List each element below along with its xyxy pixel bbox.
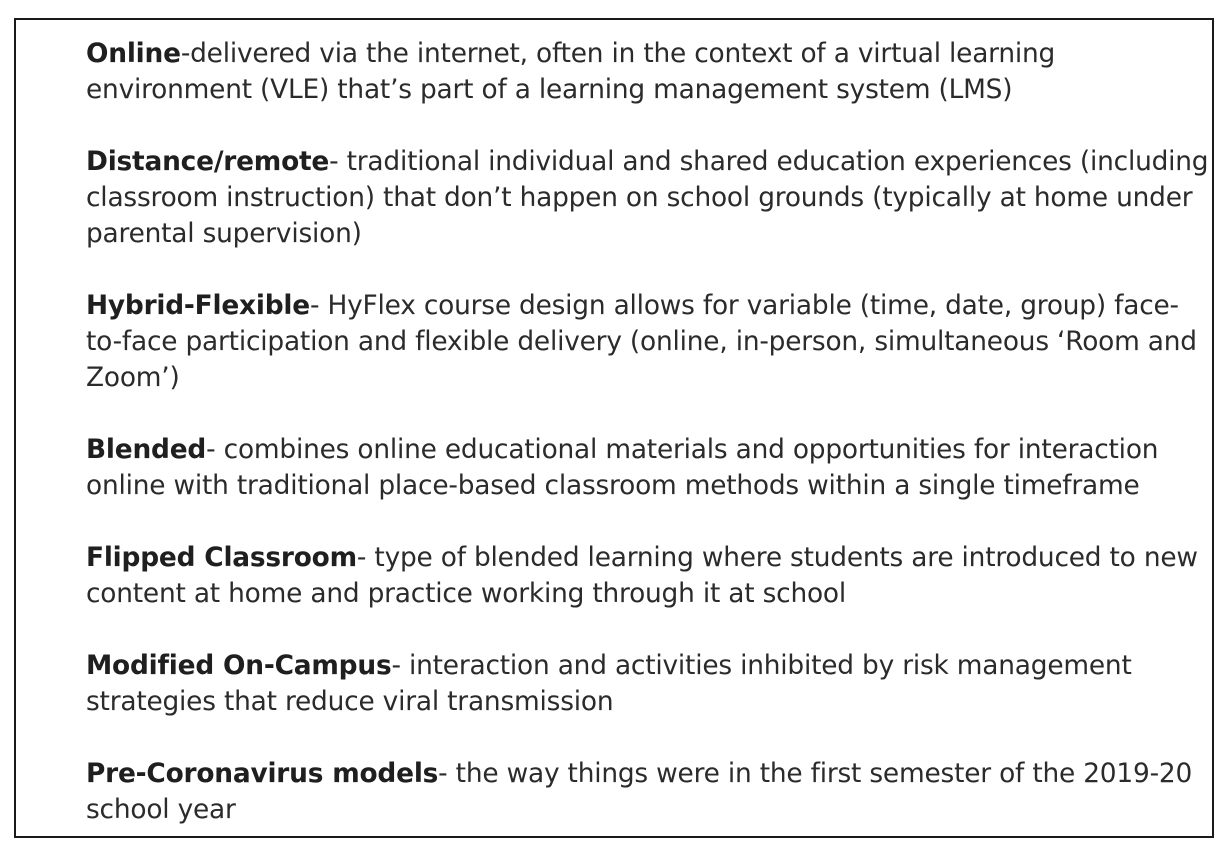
definition-term: Flipped Classroom bbox=[86, 542, 357, 573]
definition-description: - interaction and activities inhibited by risk management strategies that reduce viral transmission bbox=[86, 650, 1132, 717]
definition-description: - traditional individual and shared education experiences (including classroom instruction) that don’t happen on school grounds (typically at home under parental supervision) bbox=[86, 146, 1209, 249]
definition-description: -delivered via the internet, often in the context of a virtual learning environment (VLE) that’s part of a learning management system (LMS) bbox=[86, 38, 1056, 105]
definition-blended bbox=[86, 432, 1212, 504]
definition-modified-on-campus bbox=[86, 648, 1212, 720]
definition-pre-coronavirus-models bbox=[86, 756, 1212, 828]
definition-description: - HyFlex course design allows for variable (time, date, group) face-to-face participation and flexible delivery (online, in-person, simultaneous ‘Room and Zoom’) bbox=[86, 290, 1197, 393]
definition-term: Pre-Coronavirus models bbox=[86, 758, 439, 789]
definition-term: Blended bbox=[86, 434, 207, 465]
definition-description: - combines online educational materials and opportunities for interaction online with traditional place-based classroom methods within a single timeframe bbox=[86, 434, 1159, 501]
definition-description: - the way things were in the first semester of the 2019-20 school year bbox=[86, 758, 1193, 825]
definition-term: Hybrid-Flexible bbox=[86, 290, 310, 321]
definition-hybrid-flexible bbox=[86, 288, 1212, 396]
definitions-box bbox=[14, 18, 1214, 838]
definition-distance-remote bbox=[86, 144, 1212, 252]
definitions-list bbox=[86, 36, 1212, 828]
definition-flipped-classroom bbox=[86, 540, 1212, 612]
definition-online bbox=[86, 36, 1212, 108]
definition-term: Online bbox=[86, 38, 181, 69]
definition-description: - type of blended learning where students are introduced to new content at home and practice working through it at school bbox=[86, 542, 1198, 609]
definition-term: Distance/remote bbox=[86, 146, 330, 177]
definition-term: Modified On-Campus bbox=[86, 650, 392, 681]
